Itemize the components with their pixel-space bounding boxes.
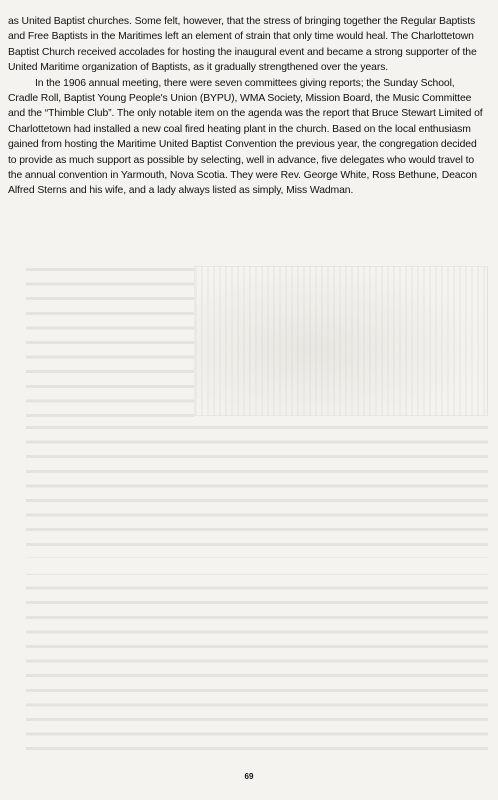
page-number: 69	[244, 772, 254, 781]
body-text	[8, 14, 484, 199]
bleed-through-photo	[194, 266, 488, 416]
bleed-through-reverse-side	[22, 258, 490, 766]
bleed-through-text-column	[26, 268, 194, 418]
paragraph-2: In the 1906 annual meeting, there were seven committees giving reports; the Sunday School, Cradle Roll, Baptist Young People's Union (BYPU), WMA Society, Mission Board, the Music Committee and the “Thimble Club”. The only notable item on the agenda was the report that Bruce Stewart Limited of Charlottetown had installed a new coal fired heating plant in the church. Based on the local enthusiasm gained from hosting the Maritime United Baptist Convention the previous year, the congregation decided to provide as much support as possible by selecting, well in advance, five delegates who would travel to the annual convention in Yarmouth, Nova Scotia. They were Rev. George White, Ross Bethune, Deacon Alfred Sterns and his wife, and a lady always listed as simply, Miss Wadman.	[8, 77, 483, 197]
bleed-through-paragraph-gap	[26, 558, 488, 574]
bleed-through-text-block	[26, 426, 488, 756]
paragraph-1: as United Baptist churches. Some felt, however, that the stress of bringing together the Regular Baptists and Free Baptists in the Maritimes left an element of strain that only time would heal. The Charlottetown Baptist Church received accolades for hosting the inaugural event and became a strong supporter of the United Maritime organization of Baptists, as it gradually strengthened over the years.	[8, 16, 477, 74]
